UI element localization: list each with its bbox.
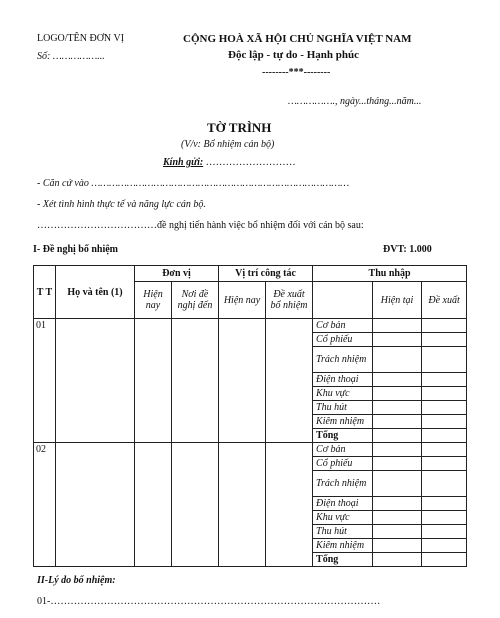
income-current-cell [373, 497, 422, 511]
income-item: Cổ phiếu [313, 333, 373, 347]
header-name: Họ và tên (1) [56, 266, 135, 319]
nation-motto: Độc lập - tự do - Hạnh phúc [228, 49, 359, 61]
header-tt: T T [34, 266, 56, 319]
header-row-1 [34, 266, 467, 282]
income-current-cell [373, 333, 422, 347]
income-proposed-cell [422, 443, 467, 457]
header-position-proposed: Đề xuất bổ nhiệm [266, 282, 313, 319]
income-current-cell [373, 347, 422, 373]
income-proposed-cell [422, 319, 467, 333]
income-item: Khu vực [313, 511, 373, 525]
nomination-table [33, 265, 467, 567]
income-item: Trách nhiệm [313, 471, 373, 497]
date-line: ……………., ngày...tháng...năm... [288, 96, 422, 107]
income-current-cell [373, 319, 422, 333]
income-proposed-cell [422, 387, 467, 401]
header-position: Vị trí công tác [219, 266, 313, 282]
name-cell [56, 443, 135, 567]
income-proposed-cell [422, 553, 467, 567]
income-item: Thu hút [313, 401, 373, 415]
unit-proposed-cell [172, 443, 219, 567]
unit-label: ĐVT: 1.000 [383, 244, 432, 255]
reason-line-1: 01-……………………………………………………………………………………… [37, 596, 381, 607]
header-income-proposed: Đề xuất [422, 282, 467, 319]
income-proposed-cell [422, 525, 467, 539]
income-current-cell [373, 553, 422, 567]
income-item: Điện thoại [313, 497, 373, 511]
income-proposed-cell [422, 539, 467, 553]
document-number: Số: ……………... [37, 51, 105, 62]
header-unit-proposed: Nơi đề nghị đến [172, 282, 219, 319]
income-current-cell [373, 471, 422, 497]
consider-line: - Xét tình hình thực tế và năng lực cán bộ. [37, 199, 206, 210]
section2-label: II-Lý do bổ nhiệm: [37, 575, 116, 586]
table-row [34, 319, 467, 333]
income-current-cell [373, 401, 422, 415]
income-item: Cơ bản [313, 319, 373, 333]
header-income: Thu nhập [313, 266, 467, 282]
income-total: Tổng [313, 429, 373, 443]
income-proposed-cell [422, 373, 467, 387]
propose-line: ………………………………đề nghị tiến hành việc bổ nhiệm đối với cán bộ sau: [37, 220, 364, 231]
candidate-2 [34, 443, 467, 567]
income-item: Cổ phiếu [313, 457, 373, 471]
document-subject: (V/v: Bổ nhiệm cán bộ) [181, 139, 275, 150]
income-proposed-cell [422, 497, 467, 511]
income-proposed-cell [422, 347, 467, 373]
income-proposed-cell [422, 415, 467, 429]
income-current-cell [373, 525, 422, 539]
income-proposed-cell [422, 401, 467, 415]
income-current-cell [373, 539, 422, 553]
position-proposed-cell [266, 319, 313, 443]
header-unit: Đơn vị [135, 266, 219, 282]
position-current-cell [219, 443, 266, 567]
candidate-1 [34, 319, 467, 443]
income-proposed-cell [422, 429, 467, 443]
income-proposed-cell [422, 457, 467, 471]
income-current-cell [373, 415, 422, 429]
income-item: Khu vực [313, 387, 373, 401]
section1-label: I- Đề nghị bổ nhiệm [33, 244, 119, 255]
income-proposed-cell [422, 511, 467, 525]
income-item: Cơ bản [313, 443, 373, 457]
income-current-cell [373, 511, 422, 525]
income-current-cell [373, 429, 422, 443]
income-item: Kiêm nhiệm [313, 415, 373, 429]
income-proposed-cell [422, 333, 467, 347]
table-row [34, 443, 467, 457]
nation-title: CỘNG HOÀ XÃ HỘI CHỦ NGHĨA VIỆT NAM [183, 33, 412, 45]
unit-current-cell [135, 319, 172, 443]
unit-current-cell [135, 443, 172, 567]
income-proposed-cell [422, 471, 467, 497]
row-index: 02 [34, 443, 56, 567]
income-current-cell [373, 387, 422, 401]
org-name: LOGO/TÊN ĐƠN VỊ [37, 33, 125, 44]
unit-proposed-cell [172, 319, 219, 443]
header-position-current: Hiện nay [219, 282, 266, 319]
income-current-cell [373, 457, 422, 471]
document-title: TỜ TRÌNH [207, 120, 272, 135]
motto-separator: --------***-------- [262, 67, 331, 78]
income-item: Kiêm nhiệm [313, 539, 373, 553]
income-current-cell [373, 373, 422, 387]
income-current-cell [373, 443, 422, 457]
row-index: 01 [34, 319, 56, 443]
recipient-line [163, 157, 296, 168]
name-cell [56, 319, 135, 443]
income-item: Thu hút [313, 525, 373, 539]
basis-line: - Căn cứ vào …………………………………………………………………………… [37, 178, 350, 189]
position-proposed-cell [266, 443, 313, 567]
income-item: Điện thoại [313, 373, 373, 387]
header-income-current: Hiện tại [373, 282, 422, 319]
position-current-cell [219, 319, 266, 443]
header-unit-current: Hiện nay [135, 282, 172, 319]
income-total: Tổng [313, 553, 373, 567]
income-item: Trách nhiệm [313, 347, 373, 373]
recipient-value: ……………………… [203, 157, 296, 168]
header-income-item [313, 282, 373, 319]
recipient-label: Kính gửi: [163, 157, 204, 168]
